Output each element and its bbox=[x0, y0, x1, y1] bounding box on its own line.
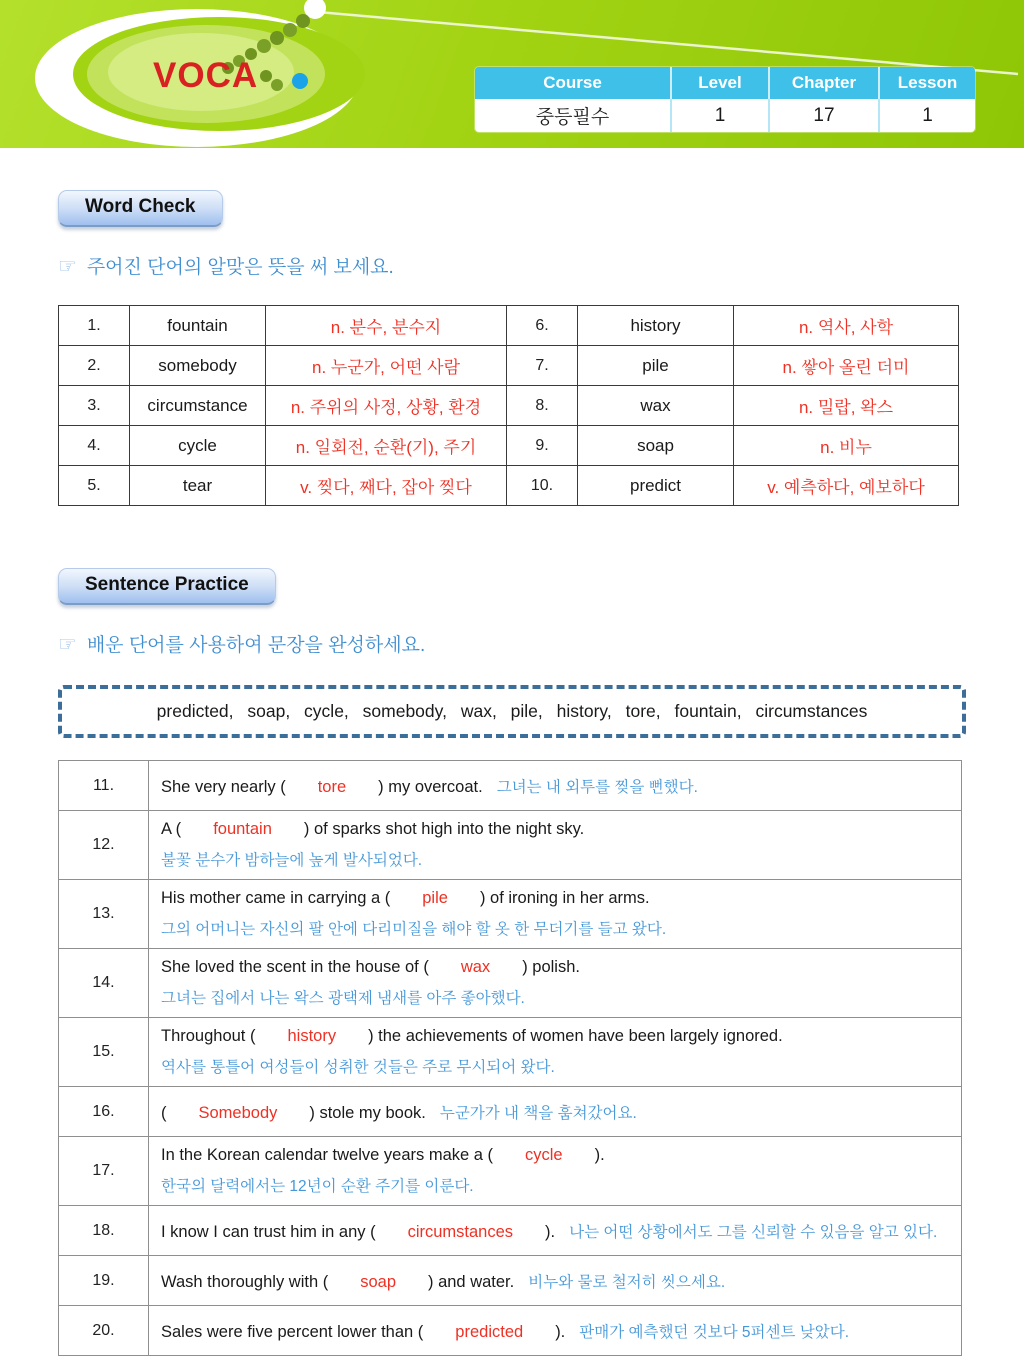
word-bank-words: predicted, soap, cycle, somebody, wax, pile, history, tore, fountain, circumstances bbox=[156, 701, 868, 721]
vocab-meaning: n. 비누 bbox=[734, 426, 959, 466]
sentence-cell bbox=[149, 1137, 962, 1206]
vocab-word: history bbox=[578, 306, 734, 346]
course-column-header: Course bbox=[543, 73, 602, 92]
sentence-cell bbox=[149, 1206, 962, 1256]
sentence-row bbox=[59, 761, 962, 811]
vocab-word: wax bbox=[578, 386, 734, 426]
sentence-row bbox=[59, 1137, 962, 1206]
korean-translation: 누군가가 내 책을 훔쳐갔어요. bbox=[439, 1104, 637, 1122]
level-value: 1 bbox=[670, 99, 768, 132]
voca-logo: VOCA bbox=[153, 56, 259, 95]
pointer-hand-icon: ☞ bbox=[58, 255, 77, 278]
sentence-before: Wash thoroughly with ( bbox=[161, 1272, 329, 1291]
vocab-number: 9. bbox=[507, 426, 578, 466]
worksheet-body bbox=[0, 148, 1024, 1356]
answer-word: fountain bbox=[213, 820, 272, 838]
korean-translation: 나는 어떤 상황에서도 그를 신뢰할 수 있음을 알고 있다. bbox=[569, 1223, 938, 1241]
answer-word: predicted bbox=[455, 1322, 524, 1341]
sentence-before: Throughout ( bbox=[161, 1027, 256, 1045]
vocab-meaning: n. 주위의 사정, 상황, 환경 bbox=[266, 386, 507, 426]
sentence-before: His mother came in carrying a ( bbox=[161, 889, 391, 907]
sentence-table bbox=[58, 760, 962, 1356]
vocab-word: circumstance bbox=[130, 386, 266, 426]
course-info-table bbox=[475, 67, 975, 132]
sentence-number: 18. bbox=[59, 1206, 149, 1256]
vocab-number: 7. bbox=[507, 346, 578, 386]
vocab-number: 2. bbox=[59, 346, 130, 386]
sentence-cell bbox=[149, 949, 962, 1018]
chapter-column-header: Chapter bbox=[768, 67, 878, 99]
vocab-row bbox=[59, 466, 959, 506]
answer-word: history bbox=[287, 1027, 337, 1045]
vocab-meaning: n. 일회전, 순환(기), 주기 bbox=[266, 426, 507, 466]
vocab-table bbox=[58, 305, 959, 506]
sentence-after: ) polish. bbox=[522, 958, 580, 976]
korean-translation: 한국의 달력에서는 12년이 순환 주기를 이룬다. bbox=[161, 1178, 474, 1195]
sentence-practice-badge: Sentence Practice bbox=[58, 568, 276, 605]
sentence-practice-instruction-line bbox=[58, 630, 966, 657]
korean-translation: 불꽃 분수가 밤하늘에 높게 발사되었다. bbox=[161, 852, 423, 869]
sentence-after: ) of ironing in her arms. bbox=[479, 889, 650, 907]
chapter-value: 17 bbox=[768, 99, 878, 132]
course-table-value-row bbox=[475, 99, 975, 132]
answer-word: Somebody bbox=[198, 1103, 278, 1122]
korean-translation: 역사를 통틀어 여성들이 성취한 것들은 주로 무시되어 왔다. bbox=[161, 1059, 555, 1076]
sentence-before: In the Korean calendar twelve years make a ( bbox=[161, 1146, 494, 1164]
vocab-meaning: n. 분수, 분수지 bbox=[266, 306, 507, 346]
sentence-before: A ( bbox=[161, 820, 182, 838]
answer-word: wax bbox=[460, 958, 491, 976]
vocab-number: 3. bbox=[59, 386, 130, 426]
korean-translation: 판매가 예측했던 것보다 5퍼센트 낮았다. bbox=[579, 1323, 850, 1341]
vocab-word: tear bbox=[130, 466, 266, 506]
sentence-row bbox=[59, 1256, 962, 1306]
vocab-word: somebody bbox=[130, 346, 266, 386]
sentence-cell bbox=[149, 880, 962, 949]
sentence-after: ) the achievements of women have been largely ignored. bbox=[368, 1027, 783, 1045]
course-table-header-row bbox=[475, 67, 975, 99]
sentence-number: 14. bbox=[59, 949, 149, 1018]
korean-translation: 비누와 물로 철저히 씻으세요. bbox=[528, 1273, 726, 1291]
sentence-after: ) of sparks shot high into the night sky. bbox=[303, 820, 585, 838]
sentence-number: 15. bbox=[59, 1018, 149, 1087]
vocab-meaning: v. 예측하다, 예보하다 bbox=[734, 466, 959, 506]
sentence-row bbox=[59, 1306, 962, 1356]
vocab-word: predict bbox=[578, 466, 734, 506]
lesson-value: 1 bbox=[878, 99, 975, 132]
vocab-meaning: n. 밀랍, 왁스 bbox=[734, 386, 959, 426]
lesson-column-header: Lesson bbox=[878, 67, 975, 99]
vocab-row bbox=[59, 306, 959, 346]
korean-translation: 그녀는 집에서 나는 왁스 광택제 냄새를 아주 좋아했다. bbox=[161, 990, 525, 1007]
vocab-number: 5. bbox=[59, 466, 130, 506]
sentence-after: ) and water. bbox=[428, 1272, 515, 1291]
sentence-cell bbox=[149, 1087, 962, 1137]
vocab-number: 10. bbox=[507, 466, 578, 506]
sentence-row bbox=[59, 1018, 962, 1087]
vocab-row bbox=[59, 426, 959, 466]
sentence-row bbox=[59, 1206, 962, 1256]
word-check-instruction-text: 주어진 단어의 알맞은 뜻을 써 보세요. bbox=[86, 257, 394, 278]
vocab-row bbox=[59, 346, 959, 386]
korean-translation: 그의 어머니는 자신의 팔 안에 다리미질을 해야 할 옷 한 무더기를 들고 왔다. bbox=[161, 921, 667, 938]
vocab-number: 4. bbox=[59, 426, 130, 466]
answer-word: tore bbox=[317, 777, 347, 796]
vocab-row bbox=[59, 386, 959, 426]
answer-word: circumstances bbox=[407, 1222, 514, 1241]
sentence-number: 11. bbox=[59, 761, 149, 811]
vocab-meaning: n. 역사, 사학 bbox=[734, 306, 959, 346]
sentence-after: ). bbox=[545, 1222, 556, 1241]
vocab-word: fountain bbox=[130, 306, 266, 346]
sentence-before: I know I can trust him in any ( bbox=[161, 1222, 376, 1241]
vocab-word: pile bbox=[578, 346, 734, 386]
sentence-cell bbox=[149, 1018, 962, 1087]
vocab-meaning: n. 쌓아 올린 더미 bbox=[734, 346, 959, 386]
vocab-word: soap bbox=[578, 426, 734, 466]
sentence-row bbox=[59, 949, 962, 1018]
sentence-row bbox=[59, 811, 962, 880]
answer-word: soap bbox=[360, 1272, 396, 1291]
sentence-after: ). bbox=[555, 1322, 566, 1341]
vocab-number: 8. bbox=[507, 386, 578, 426]
sentence-cell bbox=[149, 761, 962, 811]
sentence-practice-instruction-text: 배운 단어를 사용하여 문장을 완성하세요. bbox=[86, 635, 426, 656]
answer-word: cycle bbox=[525, 1146, 563, 1164]
sentence-before: ( bbox=[161, 1103, 167, 1122]
sentence-after: ). bbox=[594, 1146, 605, 1164]
answer-word: pile bbox=[422, 889, 448, 907]
vocab-number: 1. bbox=[59, 306, 130, 346]
word-check-badge: Word Check bbox=[58, 190, 223, 227]
word-check-instruction-line bbox=[58, 252, 966, 279]
vocab-meaning: v. 찢다, 째다, 잡아 찢다 bbox=[266, 466, 507, 506]
word-bank-box bbox=[58, 685, 966, 738]
course-value: 중등필수 bbox=[535, 107, 610, 128]
sentence-cell bbox=[149, 811, 962, 880]
sentence-cell bbox=[149, 1256, 962, 1306]
sentence-row bbox=[59, 1087, 962, 1137]
sentence-number: 17. bbox=[59, 1137, 149, 1206]
sentence-after: ) stole my book. bbox=[309, 1103, 426, 1122]
sentence-after: ) my overcoat. bbox=[378, 777, 483, 796]
sentence-cell bbox=[149, 1306, 962, 1356]
sentence-row bbox=[59, 880, 962, 949]
sentence-number: 19. bbox=[59, 1256, 149, 1306]
level-column-header: Level bbox=[670, 67, 768, 99]
vocab-number: 6. bbox=[507, 306, 578, 346]
sentence-before: She very nearly ( bbox=[161, 777, 286, 796]
sentence-before: Sales were five percent lower than ( bbox=[161, 1322, 424, 1341]
pointer-hand-icon: ☞ bbox=[58, 633, 77, 656]
header-band bbox=[0, 0, 1024, 148]
vocab-word: cycle bbox=[130, 426, 266, 466]
sentence-before: She loved the scent in the house of ( bbox=[161, 958, 429, 976]
sentence-number: 16. bbox=[59, 1087, 149, 1137]
korean-translation: 그녀는 내 외투를 찢을 뻔했다. bbox=[496, 778, 698, 796]
sentence-number: 12. bbox=[59, 811, 149, 880]
sentence-number: 20. bbox=[59, 1306, 149, 1356]
vocab-meaning: n. 누군가, 어떤 사람 bbox=[266, 346, 507, 386]
sentence-number: 13. bbox=[59, 880, 149, 949]
